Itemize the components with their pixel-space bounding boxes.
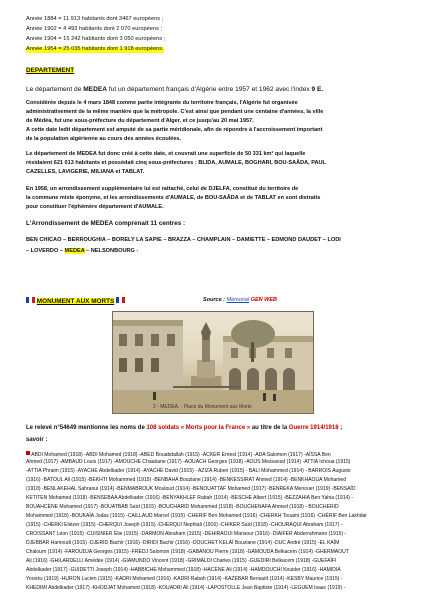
soldier-line: CROISSANT Léon (1915) -CUISINIER Élie (1915) -DARMON Abraham (1915) -DEHIRAOUI Mansour (1916) -DIAIFER Abderrahmane (1915) - [26, 531, 347, 537]
dept-title-name: MEDEA [83, 86, 107, 93]
french-flag-icon [26, 297, 35, 303]
population-line: Année 1902 = 4 493 habitants dont 2 070 européens ; [26, 26, 163, 32]
paragraph-line: de la population algérienne au cours des années écoulées. [26, 136, 182, 142]
soldier-line-first [26, 451, 331, 458]
source-link-memorial[interactable]: Mémorial [226, 297, 250, 303]
source-link-genweb[interactable]: GEN WEB [250, 297, 277, 303]
soldier-list-text: ABDI Mohamed (1918) -ABDI Mohamed (1918) -ABED Bouabdallah (1915) -ACKER Ernest (1914) -ADA Salomon (1917) -AÏSSA Ben [31, 452, 331, 458]
releve-count: 108 soldats « Morts pour la France » [146, 425, 251, 431]
paragraph-line: résidaient 621 013 habitants et possédait cinq sous-préfectures : BLIDA, AUMALE, BOGHARI, BOU-SAÂDA, PAUL [26, 160, 326, 166]
releve-war: Guerre 1914/1918 [288, 425, 339, 431]
soldier-line: Ahmed (1917) -AMBAUD Louis (1917) -AMOUCHE Chaabane (1917) -AOUACH Georges (1918) -AOUS Messaoud (1914) -ATTIA Ichoua (1915) [26, 459, 351, 465]
centres-line: BEN CHICAO – BERROUGHIA – BORELY LA SAPIE – BRAZZA – CHAMPLAIN – DAMIETTE – EDMOND DAUDET – LODI [26, 237, 341, 243]
paragraph-line: CAZELLES, LAVIGERIE, MILIANA et TABLAT. [26, 169, 145, 175]
french-flag-icon [116, 297, 125, 303]
postcard-illustration [113, 312, 313, 413]
monument-heading-line [26, 297, 125, 305]
paragraph-line: la commune mixte éponyme, et les arrondissements d'AUMALE, de BOU-SAÂDA et de TABLAT en sont distraits [26, 195, 321, 201]
soldier-line: (1918) -BENLAKEHAL Sahraoui (1914) -BENMABROUK Mouloud (1914) -BENOUATTAF Mohamed (1917) -BENREKA Menouer (1919) -BENSAÏD [26, 486, 356, 492]
red-square-bullet-icon [26, 451, 30, 455]
soldier-line: (1915) -CHERKI Eliézer (1915) -CHERQUI Joseph (1915) -CHERQUI Nephtali (1916) -CHIKER Saïd (1918) -CHOURAQUI Abraham (1917) - [26, 522, 343, 528]
soldier-line: Younès (1919) -HURON Lucien (1915) -KADRI Mohamed (1916) -KADRI Rabah (1914) -KAZEBAR Bensaïd (1914) -KESBY Maurice (1915) - [26, 576, 343, 582]
monument-heading: MONUMENT AUX MORTS [36, 298, 115, 305]
dept-title-prefix: Le département de [26, 86, 84, 93]
source-label: Source : [203, 297, 227, 303]
soldier-line: BOUAHCÈNE Mohamed (1917) -BOUATBAB Saïd (1915) -BOUCHARID Mohammed (1918) -BOUCHENAFA Ahmed (1918) - BOUCHERID [26, 504, 339, 510]
soldier-line: Abdelkader (1917) -GUIDETTI Joseph (1914) -HABBICHE Mohammed (1918) -HACÈNE Ali (1914) -HAMDOUCHI Kouider (1916) -HAMIDIA [26, 567, 341, 573]
soldier-line: -ATTIA Phraim (1915) -AYACHE Abdelkader (1914) -AYACHE David (1915) - AZIZA Ruben (1915) - BALI Mohammed (1914) - BARROIS Auguste [26, 468, 351, 474]
dept-title-middle: fut un département français d'Algérie entre 1957 et 1962 avec l'index [107, 86, 312, 93]
monument-postcard-photo [112, 311, 314, 414]
releve-line2: savoir : [26, 437, 48, 443]
dept-title-index: 9 E. [311, 86, 324, 93]
soldier-line: Mohammed (1918) -BOUKAÏA Judas (1915) -CAILLAUD Marcel (1915) -CHERIF Ben Mohamed (1916) -CHERKH Touami (1916) -CHÉRIF Ben Lakhdar [26, 513, 367, 519]
centres-line2-pre: – LOVERDO – [26, 248, 65, 254]
soldier-line: Ali (1916) -GHILARDELLI Amédée (1914) -GIAMUNDO Vincent (1918) -GRIMALDI Charles (1915) -GUEDIRI Belkacem (1918) -GUEFAÏFI [26, 558, 337, 564]
centres-line2-post: – NELSONBOURG - [84, 248, 139, 254]
centres-line2-highlight: MEDEA [64, 248, 85, 254]
section-heading-departement: DEPARTEMENT [26, 67, 75, 74]
soldier-line: KETITEN Mohamed (1918) -BENSEBAA Abdelkader (1916) -BENYAKHLEF Rabah (1914) -BESCHE Albert (1915) -BEZZAHIA Ben Yahia (1914) - [26, 495, 354, 501]
department-title-line [26, 87, 323, 94]
soldier-line: Chaloum (1914) -FAROUDJA Georges (1915) -FREDJ Salomon (1918) -GABANOU Pierre (1918) -GAMOUDA Belkacem (1914) -GHERMAOUT [26, 549, 349, 555]
soldier-line: KHEDIMI Abdelkader (1917) -KHODJAT Mohamed (1918) -KOUADRI Ali (1914) -LAPOSTOLLE Jean Baptiste (1914) -LEGUEM Isaac (1919) - [26, 585, 346, 591]
population-line-highlighted: Année 1954 = 25 035 habitants dont 1 918 européens. [26, 46, 164, 52]
paragraph-line: En 1958, un arrondissement supplémentaire lui est rattaché, celui de DJELFA, constitué du territoire de [26, 186, 299, 192]
releve-line [26, 425, 342, 431]
arrondissement-heading: L'Arrondissement de MEDEA comprenait 11 centres : [26, 220, 186, 227]
releve-pre: Le relevé n°54649 mentionne les noms de [26, 425, 147, 431]
population-line: Année 1884 = 11 913 habitants dont 3467 européens ; [26, 16, 164, 22]
centres-line [26, 249, 138, 255]
population-line: Année 1904 = 15 242 habitants dont 3 050 européens ; [26, 36, 166, 42]
releve-mid: au titre de la [250, 425, 289, 431]
postcard-caption: 2 - MEDEA. - Place du Monument aux Morts [153, 404, 252, 410]
source-credit [203, 298, 277, 304]
paragraph-line: Le département de MEDEA fut donc créé à cette date, et couvrait une superficie de 50 331 km² qui laquelle [26, 151, 306, 157]
releve-post: ; [338, 425, 343, 431]
soldier-line: (1916) -BATOUL Ali (1915) -BEKHTI Mohammed (1915) -BENBAHA Bouziane (1914) -BENKESSIRAT Ahmed (1914) -BENKHAOUA Mohamed [26, 477, 347, 483]
soldier-line: DJEBBAR Hamoudi (1915) -DJERID Bachir (1916) -DIRIDI Bachir (1916) -DOUCHET KELAÏ Bouziane (1914) -DUC André (1915) -EL KAÏM [26, 540, 340, 546]
paragraph-line: pour constituer l'éphémère département d'AUMALE. [26, 204, 164, 210]
paragraph-line: A cette date ledit département est amputé de sa partie méridionale, afin de répondre à l'accroissement important [26, 127, 323, 133]
paragraph-line: administrativement de la même manière que la métropole. C'est ainsi que pendant une centaine d'années, la ville [26, 109, 324, 115]
paragraph-line: de Médéa, fut une sous-préfecture du département d'Alger, et ce jusqu'au 20 mai 1957. [26, 118, 254, 124]
paragraph-line: Considérée depuis le 4 mars 1848 comme partie intégrante du territoire français, l'Algérie fut organisée [26, 100, 298, 106]
